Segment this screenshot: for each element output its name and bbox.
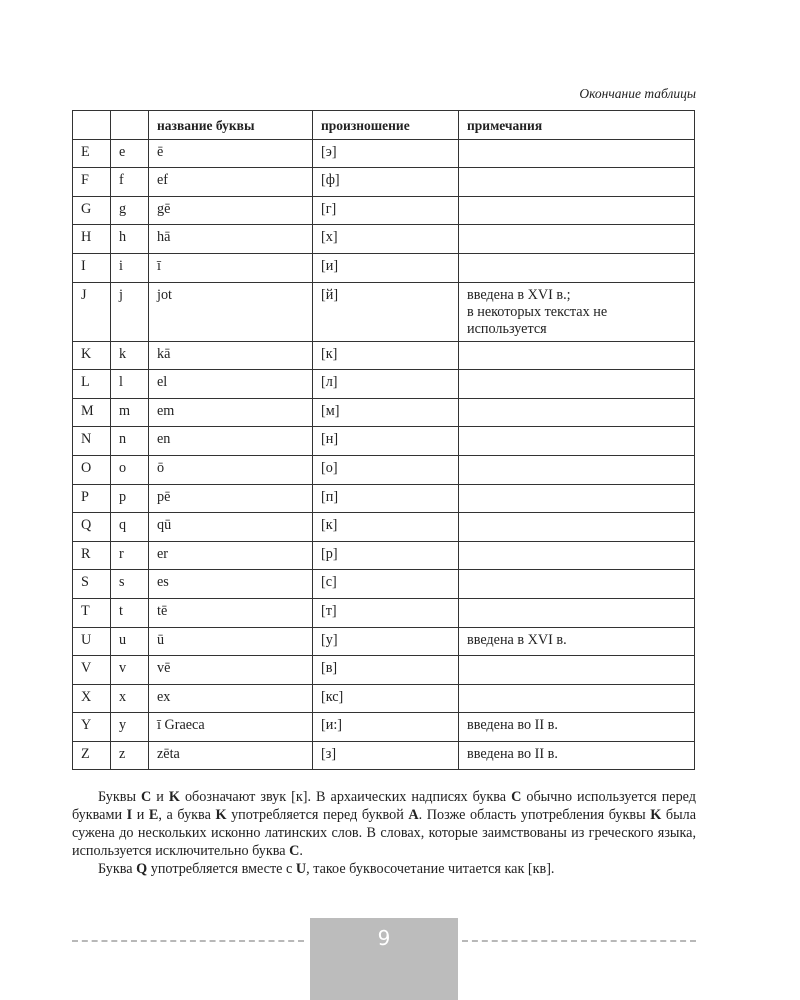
- header-notes: примечания: [459, 111, 695, 140]
- letter-name-cell: ō: [149, 455, 313, 484]
- lowercase-cell: j: [111, 282, 149, 341]
- uppercase-cell: U: [73, 627, 111, 656]
- header-pronunciation: произношение: [313, 111, 459, 140]
- table-header-row: [73, 111, 695, 140]
- table-row: [73, 656, 695, 685]
- letter-name-cell: ū: [149, 627, 313, 656]
- uppercase-cell: R: [73, 541, 111, 570]
- letter-name-cell: kā: [149, 341, 313, 370]
- table-row: [73, 282, 695, 341]
- uppercase-cell: K: [73, 341, 111, 370]
- notes-cell: [459, 370, 695, 399]
- body-paragraph: [72, 860, 696, 878]
- text-run: Буквы: [98, 789, 142, 805]
- notes-cell: [459, 598, 695, 627]
- uppercase-cell: G: [73, 196, 111, 225]
- table-row: [73, 598, 695, 627]
- pronunciation-cell: [о]: [313, 455, 459, 484]
- notes-cell: введена во II в.: [459, 713, 695, 742]
- letter-name-cell: en: [149, 427, 313, 456]
- letter-name-cell: ē: [149, 139, 313, 168]
- letter-name-cell: el: [149, 370, 313, 399]
- table-row: [73, 484, 695, 513]
- lowercase-cell: e: [111, 139, 149, 168]
- bold-letter: A: [408, 807, 419, 823]
- table-row: [73, 139, 695, 168]
- bold-letter: C: [141, 789, 152, 805]
- pronunciation-cell: [в]: [313, 656, 459, 685]
- notes-cell: введена в XVI в.; в некоторых текстах не используется: [459, 282, 695, 341]
- bold-letter: I: [126, 807, 133, 823]
- text-run: , а буква: [158, 807, 216, 823]
- pronunciation-cell: [к]: [313, 513, 459, 542]
- lowercase-cell: h: [111, 225, 149, 254]
- table-row: [73, 398, 695, 427]
- lowercase-cell: m: [111, 398, 149, 427]
- bold-letter: U: [295, 861, 307, 877]
- table-row: [73, 713, 695, 742]
- pronunciation-cell: [г]: [313, 196, 459, 225]
- uppercase-cell: Z: [73, 741, 111, 770]
- letter-name-cell: tē: [149, 598, 313, 627]
- letter-name-cell: es: [149, 570, 313, 599]
- uppercase-cell: T: [73, 598, 111, 627]
- table-row: [73, 513, 695, 542]
- pronunciation-cell: [м]: [313, 398, 459, 427]
- text-run: и: [132, 807, 149, 823]
- text-run: , такое буквосочетание читается как [кв].: [306, 861, 555, 877]
- uppercase-cell: Q: [73, 513, 111, 542]
- pronunciation-cell: [э]: [313, 139, 459, 168]
- notes-cell: введена в XVI в.: [459, 627, 695, 656]
- notes-cell: [459, 139, 695, 168]
- notes-cell: введена во II в.: [459, 741, 695, 770]
- table-caption: Окончание таблицы: [579, 86, 696, 101]
- table-row: [73, 253, 695, 282]
- notes-cell: [459, 570, 695, 599]
- table-row: [73, 168, 695, 197]
- bold-letter: K: [168, 789, 180, 805]
- notes-cell: [459, 196, 695, 225]
- pronunciation-cell: [ф]: [313, 168, 459, 197]
- page-number: 9: [377, 926, 391, 950]
- lowercase-cell: y: [111, 713, 149, 742]
- table-row: [73, 341, 695, 370]
- text-run: Буква: [98, 861, 137, 877]
- lowercase-cell: z: [111, 741, 149, 770]
- uppercase-cell: I: [73, 253, 111, 282]
- table-row: [73, 570, 695, 599]
- table-row: [73, 196, 695, 225]
- bold-letter: E: [148, 807, 159, 823]
- notes-cell: [459, 656, 695, 685]
- header-letter-name: название буквы: [149, 111, 313, 140]
- table-row: [73, 741, 695, 770]
- lowercase-cell: s: [111, 570, 149, 599]
- body-paragraph: [72, 788, 696, 860]
- table-row: [73, 225, 695, 254]
- letter-name-cell: zēta: [149, 741, 313, 770]
- text-run: обозначают звук [к]. В архаических надписях буква: [179, 789, 512, 805]
- notes-cell: [459, 398, 695, 427]
- letter-name-cell: er: [149, 541, 313, 570]
- uppercase-cell: X: [73, 684, 111, 713]
- letter-name-cell: qū: [149, 513, 313, 542]
- notes-cell: [459, 168, 695, 197]
- uppercase-cell: H: [73, 225, 111, 254]
- lowercase-cell: p: [111, 484, 149, 513]
- header-lowercase: [111, 111, 149, 140]
- lowercase-cell: l: [111, 370, 149, 399]
- pronunciation-cell: [кс]: [313, 684, 459, 713]
- table-row: [73, 627, 695, 656]
- letter-name-cell: ex: [149, 684, 313, 713]
- table-row: [73, 541, 695, 570]
- bold-letter: K: [215, 807, 227, 823]
- pronunciation-cell: [р]: [313, 541, 459, 570]
- pronunciation-cell: [н]: [313, 427, 459, 456]
- uppercase-cell: F: [73, 168, 111, 197]
- lowercase-cell: t: [111, 598, 149, 627]
- letter-name-cell: pē: [149, 484, 313, 513]
- uppercase-cell: E: [73, 139, 111, 168]
- uppercase-cell: S: [73, 570, 111, 599]
- header-uppercase: [73, 111, 111, 140]
- lowercase-cell: x: [111, 684, 149, 713]
- uppercase-cell: Y: [73, 713, 111, 742]
- letter-name-cell: vē: [149, 656, 313, 685]
- bold-letter: Q: [136, 861, 148, 877]
- table-row: [73, 455, 695, 484]
- text-run: была сужена до нескольких исконно латинских слов. В словах, которые заимствованы из греческого языка, используется исключительно буква: [72, 807, 696, 859]
- pronunciation-cell: [у]: [313, 627, 459, 656]
- letter-name-cell: jot: [149, 282, 313, 341]
- pronunciation-cell: [т]: [313, 598, 459, 627]
- footer-dashed-line-left: [72, 940, 304, 942]
- pronunciation-cell: [и:]: [313, 713, 459, 742]
- uppercase-cell: O: [73, 455, 111, 484]
- pronunciation-cell: [х]: [313, 225, 459, 254]
- pronunciation-cell: [и]: [313, 253, 459, 282]
- text-run: .: [299, 843, 303, 859]
- uppercase-cell: L: [73, 370, 111, 399]
- uppercase-cell: J: [73, 282, 111, 341]
- lowercase-cell: n: [111, 427, 149, 456]
- table-body: [73, 139, 695, 770]
- notes-cell: [459, 341, 695, 370]
- bold-letter: K: [650, 807, 662, 823]
- letter-name-cell: gē: [149, 196, 313, 225]
- text-run: употребляется вместе с: [147, 861, 296, 877]
- bold-letter: C: [289, 843, 300, 859]
- lowercase-cell: i: [111, 253, 149, 282]
- lowercase-cell: v: [111, 656, 149, 685]
- uppercase-cell: N: [73, 427, 111, 456]
- footer-dashed-line-right: [462, 940, 696, 942]
- lowercase-cell: g: [111, 196, 149, 225]
- lowercase-cell: u: [111, 627, 149, 656]
- text-run: употребляется перед буквой: [226, 807, 409, 823]
- table-row: [73, 684, 695, 713]
- pronunciation-cell: [к]: [313, 341, 459, 370]
- text-run: обычно используется перед буквами: [72, 789, 697, 823]
- lowercase-cell: q: [111, 513, 149, 542]
- notes-cell: [459, 455, 695, 484]
- text-run: . Позже область употребления буквы: [418, 807, 651, 823]
- pronunciation-cell: [п]: [313, 484, 459, 513]
- lowercase-cell: o: [111, 455, 149, 484]
- notes-cell: [459, 484, 695, 513]
- table-row: [73, 370, 695, 399]
- letter-name-cell: ī Graeca: [149, 713, 313, 742]
- lowercase-cell: k: [111, 341, 149, 370]
- letter-name-cell: hā: [149, 225, 313, 254]
- table-row: [73, 427, 695, 456]
- lowercase-cell: f: [111, 168, 149, 197]
- pronunciation-cell: [л]: [313, 370, 459, 399]
- body-text: [72, 788, 696, 878]
- notes-cell: [459, 253, 695, 282]
- pronunciation-cell: [з]: [313, 741, 459, 770]
- letter-name-cell: em: [149, 398, 313, 427]
- pronunciation-cell: [й]: [313, 282, 459, 341]
- uppercase-cell: M: [73, 398, 111, 427]
- notes-cell: [459, 225, 695, 254]
- letter-name-cell: ef: [149, 168, 313, 197]
- lowercase-cell: r: [111, 541, 149, 570]
- notes-cell: [459, 513, 695, 542]
- notes-cell: [459, 684, 695, 713]
- letter-name-cell: ī: [149, 253, 313, 282]
- pronunciation-cell: [с]: [313, 570, 459, 599]
- uppercase-cell: P: [73, 484, 111, 513]
- notes-cell: [459, 427, 695, 456]
- uppercase-cell: V: [73, 656, 111, 685]
- latin-alphabet-table: [72, 110, 695, 770]
- bold-letter: C: [511, 789, 522, 805]
- text-run: и: [151, 789, 169, 805]
- notes-cell: [459, 541, 695, 570]
